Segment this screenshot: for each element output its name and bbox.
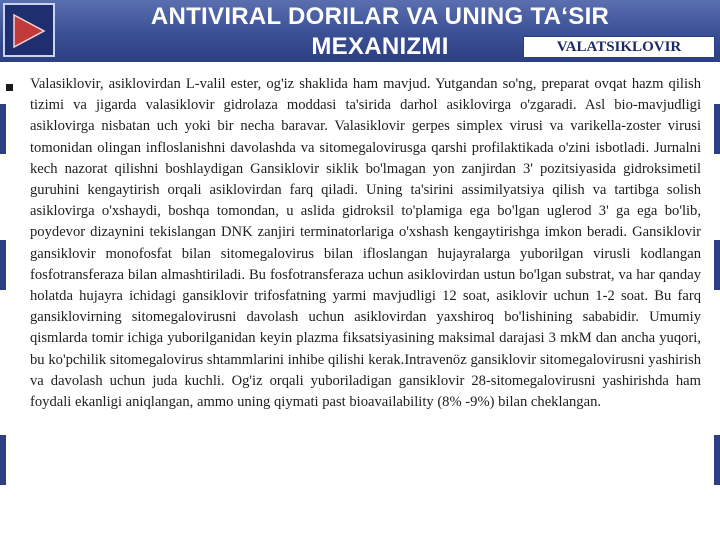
right-accent-bar-2 <box>714 240 720 290</box>
left-accent-bar-2 <box>0 240 6 290</box>
bullet-marker <box>6 84 13 91</box>
right-accent-bar-3 <box>714 435 720 485</box>
title-line-1: ANTIVIRAL DORILAR VA UNING TA‘SIR <box>150 3 610 30</box>
slide-header <box>0 0 720 62</box>
title-line-2: MEXANIZMI <box>311 33 449 60</box>
right-accent-bar-1 <box>714 104 720 154</box>
left-accent-bar-1 <box>0 104 6 154</box>
play-arrow-icon <box>12 13 46 49</box>
body-paragraph: Valasiklovir, asiklovirdan L-valil ester, og'iz shaklida ham mavjud. Yutgandan so'ng, preparat ovqat hazm qilish tizimi va jigarda valasiklovir gidrolaza moddasi ta'sirida darhol asiklovirga o'zgaradi. Asl bio-mavjudligi asiklovirga nisbatan uch yoki bir necha baravar. Valasiklovir gerpes simplex virusi va varikella-zoster virusi tomonidan olingan infloslanishni davolashda va sitomegalovirusga qarshi profilaktikada o'zini isbotladi. Jurnalni kech nazorat qilishni boshlaydigan Gansiklovir siklik bo'lmagan yon zanjirdan 3' pozitsiyasida gidroksimetil guruhini kengaytirish orqali asiklovirdan farq qiladi. Uning ta'sirini assimilyatsiya qilish va tartibga solish asiklovirga o'xshaydi, boshqa tomondan, u aslida gidroksil to'plamiga ega bo'lgan uglerod 3' ga ega bo'lib, poydevor dizaynini tekislangan DNK zanjiri terminatorlariga o'xshash kengaytirishga imkon beradi. Gansiklovir gansiklovir monofosfat bilan sitomegalovirus bilan ifloslangan hujayralarga yuborilgan virusli kodlangan fosfotransferaza bilan almashtiriladi. Bu fosfotransferaza uchun asiklovirdan ustun bo'lgan substrat, va har qanday holatda hujayra ichidagi gansiklovir trifosfatning yarmi mavjudligi 12 soat, asiklovir uchun 1-2 soat. Bu farq gansiklovirning sitomegalovirusni davolash uchun asiklovirdan yaxshiroq bo'lishining sababidir. Umumiy qismlarda tomir ichiga yuborilganidan keyin plazma fiksatsiyasining maksimal darajasi 3 mkM dan ancha yuqori, bu ko'pchilik sitomegalovirus shtammlarini inhibe qilishi kerak.Intravenöz gansiklovir sitomegalovirusni yashirish va davolash uchun juda kuchli. Og'iz orqali yuboriladigan gansiklovir 28-sitomegalovirusni yashirishda ham foydali ekanligi aniqlangan, ammo uning qiymati past bioavailability (8% -9%) bilan cheklangan. <box>30 76 701 411</box>
nav-button[interactable] <box>3 3 55 57</box>
topic-badge: VALATSIKLOVIR <box>523 36 715 58</box>
left-accent-bar-3 <box>0 435 6 485</box>
